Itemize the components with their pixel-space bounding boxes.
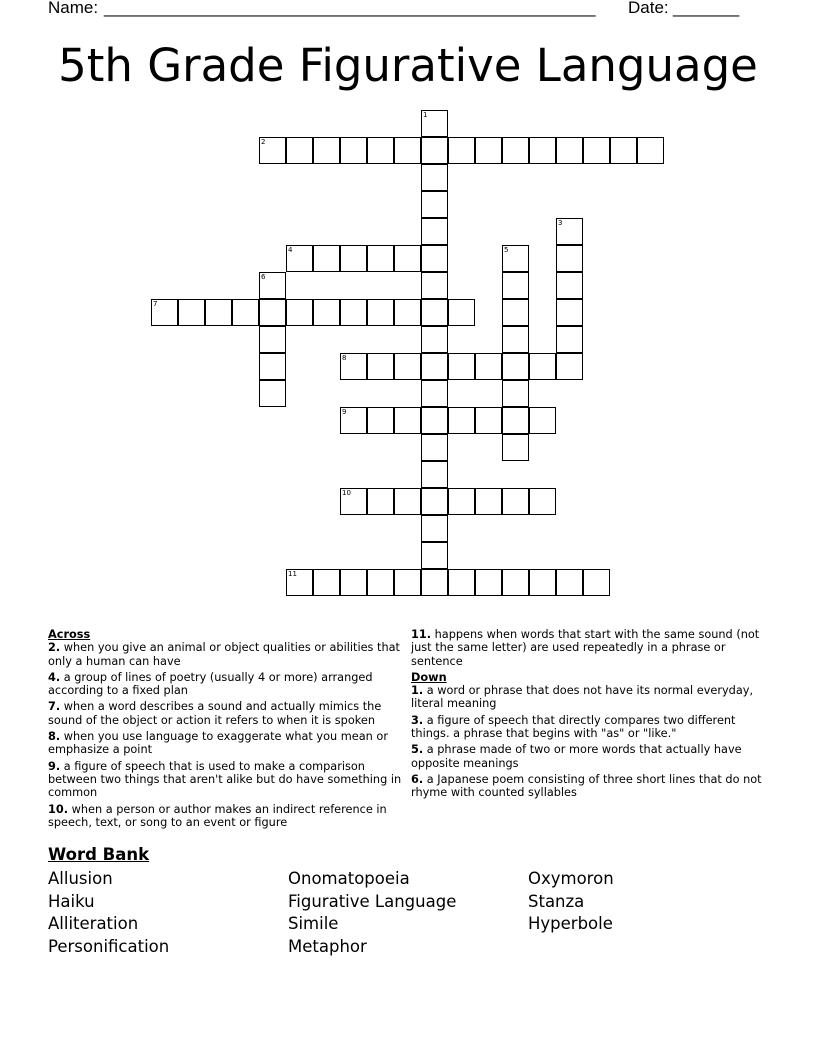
crossword-cell[interactable]	[502, 434, 529, 461]
crossword-cell[interactable]	[367, 488, 394, 515]
cell-number: 3	[558, 219, 563, 227]
crossword-cell[interactable]	[529, 488, 556, 515]
crossword-cell[interactable]	[529, 407, 556, 434]
crossword-cell[interactable]	[421, 461, 448, 488]
crossword-cell[interactable]	[475, 407, 502, 434]
crossword-cell[interactable]	[421, 137, 448, 164]
cell-number: 9	[342, 408, 347, 416]
crossword-cell[interactable]	[556, 272, 583, 299]
crossword-cell[interactable]	[394, 245, 421, 272]
word-bank-item: Hyperbole	[528, 914, 613, 933]
word-bank-item: Allusion	[48, 869, 113, 888]
clue-across-11: 11. happens when words that start with the same sound (not just the same letter) are used repeatedly in a phrase or sentence	[411, 628, 760, 668]
page-title: 5th Grade Figurative Language	[58, 39, 758, 92]
word-bank-item: Onomatopoeia	[288, 869, 410, 888]
clue-down-6: 6. a Japanese poem consisting of three short lines that do not rhyme with counted syllables	[411, 772, 762, 800]
cell-number: 2	[261, 138, 266, 146]
crossword-cell[interactable]	[286, 299, 313, 326]
crossword-cell[interactable]	[448, 407, 475, 434]
crossword-cell[interactable]	[286, 569, 313, 596]
word-bank-item: Alliteration	[48, 914, 139, 933]
crossword-cell[interactable]	[556, 245, 583, 272]
across-clues	[48, 628, 402, 832]
clue-down-1: 1. a word or phrase that does not have its normal everyday, literal meaning	[411, 684, 754, 711]
crossword-cell[interactable]	[259, 137, 286, 164]
crossword-cell[interactable]	[313, 245, 340, 272]
crossword-cell[interactable]	[340, 407, 367, 434]
crossword-cell[interactable]	[313, 299, 340, 326]
crossword-cell[interactable]	[502, 326, 529, 353]
crossword-cell[interactable]	[475, 569, 502, 596]
crossword-cell[interactable]	[502, 137, 529, 164]
crossword-cell[interactable]	[637, 137, 664, 164]
crossword-cell[interactable]	[502, 488, 529, 515]
clue-across-10: 10. when a person or author makes an indirect reference in speech, text, or song to an event or figure	[48, 802, 387, 829]
crossword-cell[interactable]	[367, 407, 394, 434]
word-bank-item: Figurative Language	[288, 891, 457, 911]
crossword-cell[interactable]	[556, 137, 583, 164]
word-bank-item: Oxymoron	[528, 869, 614, 888]
crossword-cell[interactable]	[313, 137, 340, 164]
crossword-cell[interactable]	[421, 299, 448, 326]
crossword-cell[interactable]	[394, 488, 421, 515]
crossword-cell[interactable]	[583, 137, 610, 164]
crossword-cell[interactable]	[502, 299, 529, 326]
crossword-cell[interactable]	[259, 353, 286, 380]
date-field[interactable]: _______	[673, 0, 740, 17]
crossword-cell[interactable]	[286, 137, 313, 164]
crossword-cell[interactable]	[340, 245, 367, 272]
crossword-cell[interactable]	[421, 515, 448, 542]
crossword-cell[interactable]	[367, 569, 394, 596]
clue-down-3: 3. a figure of speech that directly compares two different things. a phrase that begins with "as" or "like."	[411, 713, 736, 741]
down-heading: Down	[411, 670, 447, 684]
crossword-cell[interactable]	[259, 272, 286, 299]
crossword-cell[interactable]	[529, 569, 556, 596]
crossword-cell[interactable]	[556, 218, 583, 245]
crossword-cell[interactable]	[421, 164, 448, 191]
cell-number: 5	[504, 246, 509, 254]
cell-number: 7	[153, 300, 158, 308]
crossword-cell[interactable]	[556, 569, 583, 596]
across-heading: Across	[48, 628, 91, 641]
crossword-cell[interactable]	[421, 326, 448, 353]
crossword-cell[interactable]	[421, 218, 448, 245]
cell-number: 8	[342, 354, 347, 362]
crossword-cell[interactable]	[367, 137, 394, 164]
crossword-cell[interactable]	[313, 569, 340, 596]
crossword-cell[interactable]	[556, 299, 583, 326]
crossword-cell[interactable]	[502, 272, 529, 299]
crossword-cell[interactable]	[610, 137, 637, 164]
crossword-cell[interactable]	[340, 569, 367, 596]
crossword-cell[interactable]	[259, 299, 286, 326]
crossword-cell[interactable]	[556, 353, 583, 380]
cell-number: 10	[342, 489, 351, 497]
crossword-cell[interactable]	[151, 299, 178, 326]
crossword-cell[interactable]	[394, 137, 421, 164]
crossword-cell[interactable]	[286, 245, 313, 272]
crossword-cell[interactable]	[205, 299, 232, 326]
crossword-cell[interactable]	[502, 407, 529, 434]
name-field[interactable]: ____________________________________________________	[104, 0, 596, 17]
crossword-cell[interactable]	[448, 353, 475, 380]
crossword-cell[interactable]	[340, 137, 367, 164]
crossword-cell[interactable]	[502, 569, 529, 596]
crossword-cell[interactable]	[475, 137, 502, 164]
clue-across-7: 7. when a word describes a sound and actually mimics the sound of the object or action it refers to when it is spoken	[48, 700, 382, 727]
crossword-cell[interactable]	[556, 326, 583, 353]
clue-down-5: 5. a phrase made of two or more words that actually have opposite meanings	[411, 743, 742, 770]
crossword-cell[interactable]	[421, 542, 448, 569]
word-bank-item: Simile	[288, 914, 339, 933]
crossword-cell[interactable]	[502, 245, 529, 272]
crossword-cell[interactable]	[394, 407, 421, 434]
crossword-cell[interactable]	[448, 488, 475, 515]
crossword-cell[interactable]	[529, 137, 556, 164]
word-bank-item: Personification	[48, 936, 170, 956]
word-bank-item: Metaphor	[288, 936, 367, 956]
crossword-cell[interactable]	[448, 299, 475, 326]
crossword-cell[interactable]	[421, 353, 448, 380]
crossword-cell[interactable]	[394, 353, 421, 380]
crossword-cell[interactable]	[340, 353, 367, 380]
cell-number: 6	[261, 273, 266, 281]
crossword-cell[interactable]	[421, 407, 448, 434]
crossword-cell[interactable]	[340, 488, 367, 515]
cell-number: 4	[288, 246, 293, 254]
crossword-cell[interactable]	[259, 380, 286, 407]
right-clues	[411, 628, 771, 803]
crossword-cell[interactable]	[367, 353, 394, 380]
crossword-cell[interactable]	[367, 245, 394, 272]
crossword-cell[interactable]	[340, 299, 367, 326]
crossword-cell[interactable]	[448, 569, 475, 596]
crossword-cell[interactable]	[394, 569, 421, 596]
crossword-cell[interactable]	[502, 353, 529, 380]
word-bank-title: Word Bank	[48, 845, 150, 864]
crossword-cell[interactable]	[259, 326, 286, 353]
clue-across-8: 8. when you use language to exaggerate what you mean or emphasize a point	[48, 730, 388, 757]
word-bank-item: Haiku	[48, 891, 95, 911]
clue-across-2: 2. when you give an animal or object qualities or abilities that only a human can have	[48, 641, 400, 668]
crossword-cell[interactable]	[421, 488, 448, 515]
crossword-cell[interactable]	[421, 191, 448, 218]
crossword-cell[interactable]	[475, 488, 502, 515]
date-label: Date:	[628, 0, 669, 17]
clue-across-9: 9. a figure of speech that is used to make a comparison between two things that aren't alike but do have something in common	[48, 759, 402, 800]
crossword-cell[interactable]	[394, 299, 421, 326]
crossword-cell[interactable]	[502, 380, 529, 407]
crossword-cell[interactable]	[421, 569, 448, 596]
crossword-cell[interactable]	[583, 569, 610, 596]
crossword-cell[interactable]	[475, 353, 502, 380]
crossword-cell[interactable]	[421, 434, 448, 461]
clue-across-4: 4. a group of lines of poetry (usually 4 or more) arranged according to a fixed plan	[48, 670, 373, 698]
crossword-cell[interactable]	[367, 299, 394, 326]
crossword-cell[interactable]	[178, 299, 205, 326]
crossword-cell[interactable]	[421, 110, 448, 137]
word-bank-item: Stanza	[528, 891, 585, 911]
crossword-cell[interactable]	[421, 380, 448, 407]
crossword-cell[interactable]	[232, 299, 259, 326]
cell-number: 11	[288, 570, 297, 578]
cell-number: 1	[423, 111, 428, 119]
crossword-cell[interactable]	[421, 272, 448, 299]
crossword-cell[interactable]	[529, 353, 556, 380]
crossword-cell[interactable]	[421, 245, 448, 272]
crossword-cell[interactable]	[448, 137, 475, 164]
name-label: Name:	[48, 0, 99, 17]
